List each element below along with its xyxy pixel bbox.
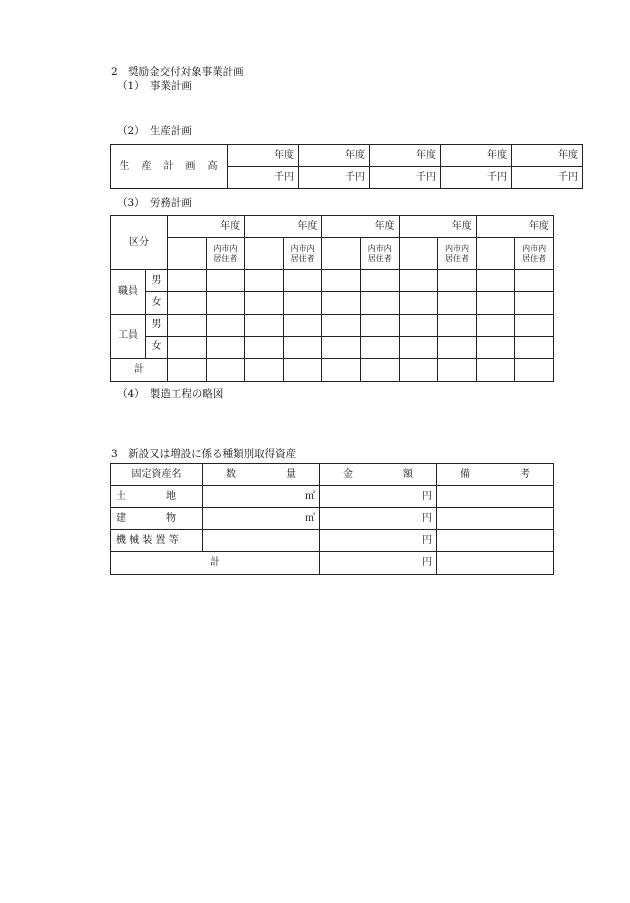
asset-machinery: 機 械 装 置 等 [111, 530, 203, 552]
workers-label: 工員 [111, 314, 146, 358]
total-amount-unit: 円 [320, 552, 437, 575]
female-label: 女 [146, 292, 168, 314]
resident-header: 内市内 居住者 [438, 238, 477, 270]
production-year: 年度 [370, 145, 441, 167]
section-2-heading: 2 奨励金交付対象事業計画 [111, 66, 244, 78]
resident-header: 内市内 居住者 [360, 238, 399, 270]
production-row-label: 生 産 計 画 高 [111, 145, 228, 189]
amount-header: 金 額 [320, 464, 437, 486]
assets-table [110, 463, 554, 575]
remarks-header: 備 考 [437, 464, 554, 486]
staff-label: 職員 [111, 270, 146, 314]
labor-year: 年度 [168, 216, 245, 238]
production-plan-table [110, 144, 583, 189]
amount-unit: 円 [320, 486, 437, 508]
production-unit: 千円 [512, 167, 583, 189]
production-unit: 千円 [228, 167, 299, 189]
production-year: 年度 [441, 145, 512, 167]
labor-year: 年度 [476, 216, 553, 238]
category-header: 区分 [111, 216, 168, 270]
production-unit: 千円 [299, 167, 370, 189]
amount-unit: 円 [320, 530, 437, 552]
production-unit: 千円 [370, 167, 441, 189]
quantity-header: 数 量 [203, 464, 320, 486]
section-3-heading: 3 新設又は増設に係る種類別取得資産 [111, 448, 297, 460]
labor-total-label: 計 [111, 358, 168, 381]
resident-header: 内市内 居住者 [515, 238, 554, 270]
assets-total-label: 計 [111, 552, 320, 575]
process-diagram-heading: （4） 製造工程の略図 [117, 388, 224, 400]
amount-unit: 円 [320, 508, 437, 530]
labor-year: 年度 [399, 216, 476, 238]
labor-year: 年度 [322, 216, 399, 238]
quantity-unit: ㎥ [203, 508, 320, 530]
resident-header: 内市内 居住者 [206, 238, 245, 270]
quantity-unit: ㎡ [203, 486, 320, 508]
labor-year: 年度 [245, 216, 322, 238]
quantity-unit [203, 530, 320, 552]
female-label: 女 [146, 336, 168, 358]
business-plan-heading: （1） 事業計画 [117, 80, 192, 92]
labor-plan-table [110, 215, 554, 382]
male-label: 男 [146, 270, 168, 292]
labor-plan-heading: （3） 労務計画 [117, 197, 192, 209]
asset-building: 建 物 [111, 508, 203, 530]
production-year: 年度 [299, 145, 370, 167]
male-label: 男 [146, 314, 168, 336]
asset-land: 土 地 [111, 486, 203, 508]
resident-header: 内市内 居住者 [283, 238, 322, 270]
production-unit: 千円 [441, 167, 512, 189]
production-plan-heading: （2） 生産計画 [117, 125, 192, 137]
production-year: 年度 [512, 145, 583, 167]
production-year: 年度 [228, 145, 299, 167]
asset-name-header: 固定資産名 [111, 464, 203, 486]
